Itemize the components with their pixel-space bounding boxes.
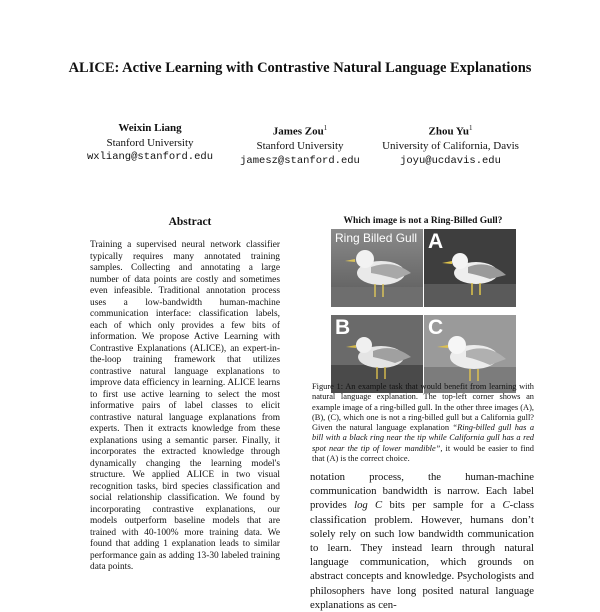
author-3-sup: 1 [468,124,473,132]
image-b-label: B [335,316,351,339]
author-3-name: Zhou Yu [428,125,469,138]
abstract-text: Training a supervised neural network classifier typically requires many annotated training samples. Collecting and annotating a large number of data points are costly and sometimes even infeasible. Traditional annotation process uses a low-bandwidth human-machine communication interface: classification labels, each of which only provides a few bits of information. We propose Active Learning with Contrastive Explanations (ALICE), an expert-in-the-loop training framework that utilizes contrastive natural language explanations to improve data efficiency in learning. ALICE learns to first use active learning to select the most informative pairs of label classes to elicit contrastive natural language explanations from experts. Then it extracts knowledge from these explanations using a semantic parser. Finally, it incorporates the extracted knowledge through dynamically changing the learning model's structure. We applied ALICE in two visual recognition tasks, bird species classification and social relationship classification. We found by incorporating contrastive explanations, our models outperform baseline models that are trained with 40-100% more training data. We found that adding 1 explanation leads to similar performance gain as adding 13-30 labeled training data points. [90,240,280,572]
example-image-label: Ring Billed Gull [335,231,418,245]
body-text-2: bits per sample for a [389,499,496,512]
author-2-sup: 1 [323,124,328,132]
author-2-name-line [225,121,375,139]
image-c-label: C [428,316,444,339]
author-1 [75,121,225,165]
author-3-name-line [373,121,528,139]
author-2-affiliation: Stanford University [256,140,344,153]
figure-question: Which image is not a Ring-Billed Gull? [343,216,503,226]
example-gull-image [331,229,423,307]
caption-tail: , it would be easier to find that (A) is the correct choice. [312,443,534,464]
author-1-name: Weixin Liang [118,122,182,134]
author-1-email: wxliang@stanford.edu [86,151,214,163]
body-paragraph [310,470,534,612]
author-1-affiliation: Stanford University [106,136,194,149]
author-2-name: James Zou [272,125,324,138]
image-a-label: A [428,230,444,253]
author-3 [373,121,528,168]
body-math-2: C [502,499,510,512]
paper-title: ALICE: Active Learning with Contrastive Natural Language Explanations [68,60,532,76]
body-text-1: notation process, the human-machine communication bandwidth is narrow. Each label provides [310,471,534,512]
author-3-affiliation: University of California, Davis [382,140,519,153]
abstract-heading: Abstract [168,216,212,228]
author-2-email: jamesz@stanford.edu [240,154,360,167]
body-text-3: -class classification problem. However, humans don’t solely rely on such low bandwidth communication to learn. They instead learn through natural language communication, which grounds on abstract concepts and knowledge. Psychologists and philosophers have long posited natural language explanations as cen- [310,499,534,611]
figure-caption [312,382,534,464]
caption-quote: “Ring-billed gull has a bill with a black ring near the tip while California gull has a red spot near the tip of lower mandible” [312,423,535,453]
author-2 [225,121,375,168]
gull-image-a [424,229,516,307]
body-math: log C [354,499,383,512]
caption-lead: Figure 1: An example task that would benefit from learning with natural language explanation. The top-left corner shows an example image of a ring-billed gull. In the other three images (A), (B), (C), which one is not a ring-billed gull but a California gull? Given the natural language explanation [312,382,534,433]
author-3-email: joyu@ucdavis.edu [400,154,501,167]
